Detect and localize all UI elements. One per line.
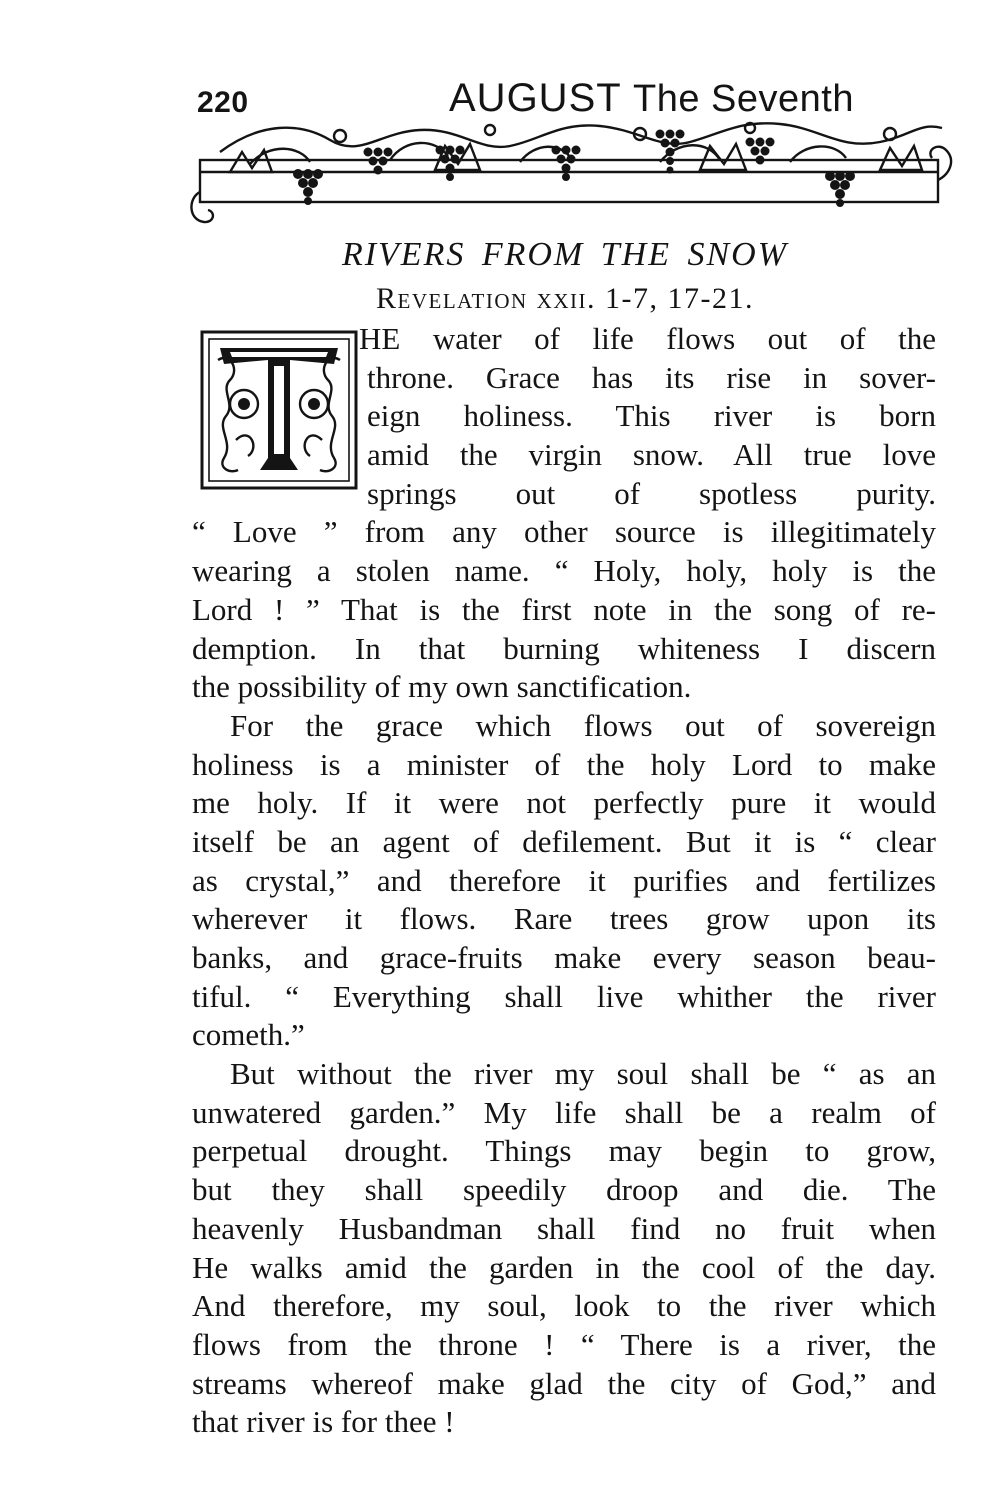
grapevine-ornament bbox=[190, 112, 955, 230]
text-line: holiness is a minister of the holy Lord to make bbox=[192, 746, 936, 782]
text-line: but they shall speedily droop and die. The bbox=[192, 1172, 936, 1208]
text-line: “ Love ” from any other source is illegitimately bbox=[192, 514, 936, 550]
text-line: HE water of life flows out of the bbox=[359, 321, 936, 356]
text-line: amid the virgin snow. All true love bbox=[367, 437, 936, 473]
text-line: eign holiness. This river is born bbox=[367, 398, 936, 434]
text-line: cometh.” bbox=[192, 1017, 305, 1053]
month-heading: AUGUST bbox=[449, 76, 622, 120]
text-line: banks, and grace-fruits make every season beau- bbox=[192, 940, 936, 975]
text-line: wearing a stolen name. “ Holy, holy, holy is the bbox=[192, 553, 936, 589]
text-line: as crystal,” and therefore it purifies and fertilizes bbox=[192, 862, 936, 898]
text-line: tiful. “ Everything shall live whither the river bbox=[192, 978, 936, 1014]
body-text bbox=[192, 320, 936, 1442]
text-line: springs out of spotless purity. bbox=[367, 475, 936, 511]
text-line: But without the river my soul shall be “ as an bbox=[230, 1056, 936, 1092]
text-line: For the grace which flows out of sovereign bbox=[230, 707, 936, 743]
text-line: flows from the throne ! “ There is a river, the bbox=[192, 1326, 936, 1362]
text-line: And therefore, my soul, look to the river which bbox=[192, 1288, 936, 1324]
text-line: He walks amid the garden in the cool of the day. bbox=[192, 1249, 936, 1285]
text-line: wherever it flows. Rare trees grow upon its bbox=[192, 901, 936, 937]
text-line: perpetual drought. Things may begin to grow, bbox=[192, 1133, 936, 1169]
text-line: demption. In that burning whiteness I discern bbox=[192, 630, 936, 666]
text-line: unwatered garden.” My life shall be a realm of bbox=[192, 1094, 936, 1130]
text-line: Lord ! ” That is the first note in the song of re- bbox=[192, 591, 936, 627]
scripture-reference: Revelation xxii. 1-7, 17-21. bbox=[376, 282, 754, 315]
text-line: heavenly Husbandman shall find no fruit when bbox=[192, 1210, 936, 1246]
text-line: the possibility of my own sanctification. bbox=[192, 669, 692, 705]
text-line: streams whereof make glad the city of God,” and bbox=[192, 1365, 936, 1401]
text-line: throne. Grace has its rise in sover- bbox=[367, 359, 936, 395]
text-line: itself be an agent of defilement. But it is “ clear bbox=[192, 823, 936, 859]
text-line: that river is for thee ! bbox=[192, 1404, 455, 1440]
page-number: 220 bbox=[197, 86, 249, 119]
text-line: me holy. If it were not perfectly pure it would bbox=[192, 785, 936, 821]
reading-title: RIVERS FROM THE SNOW bbox=[341, 236, 789, 273]
day-heading: The Seventh bbox=[633, 78, 854, 120]
